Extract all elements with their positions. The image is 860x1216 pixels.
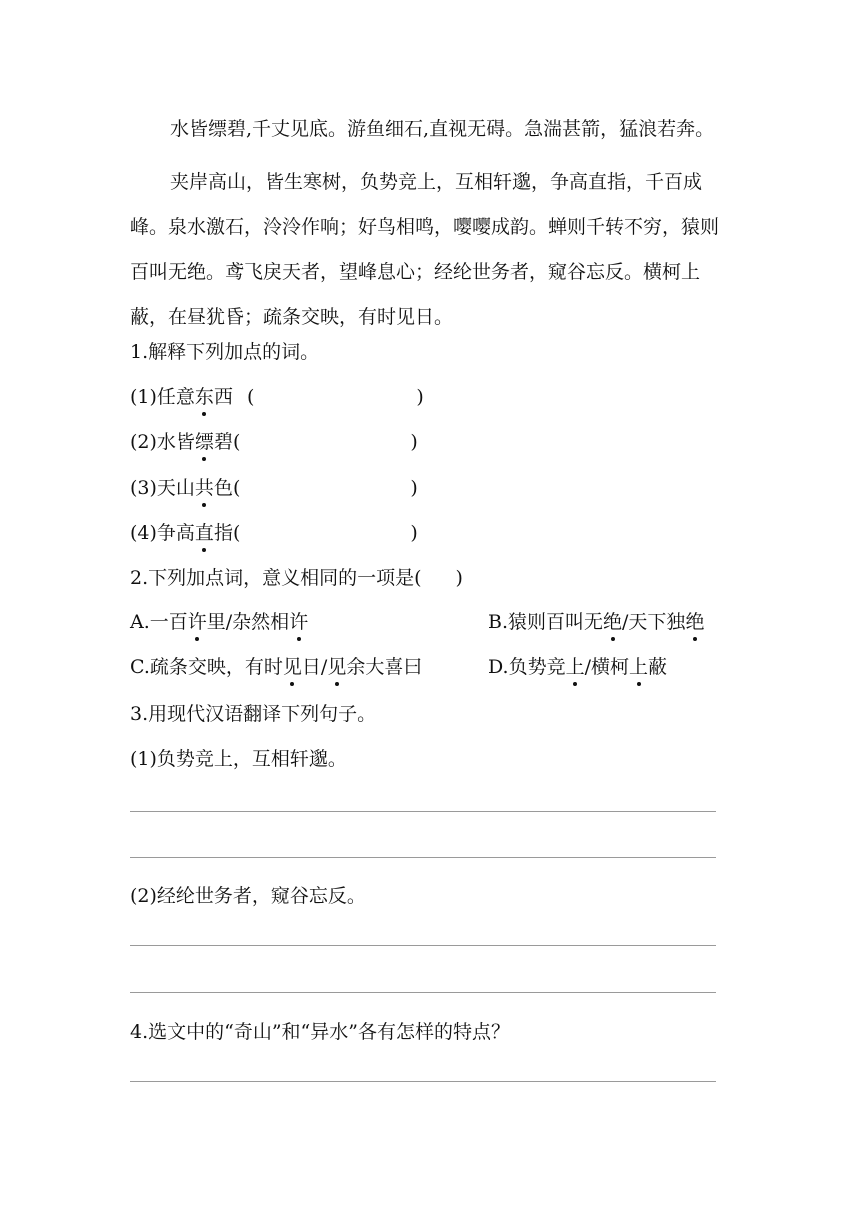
q1-item-4-open-paren: ( bbox=[232, 522, 241, 544]
q2-option-d-dotted-2: 上 bbox=[629, 656, 649, 678]
q2-option-d[interactable] bbox=[488, 655, 667, 679]
q2-option-d-text-2: /横柯 bbox=[584, 656, 630, 678]
q1-item-3-dotted-char: 共 bbox=[194, 477, 214, 499]
passage-paragraph-2-text: 夹岸高山，皆生寒树，负势竞上，互相轩邈，争高直指，千百成峰。泉水激石，泠泠作响；好鸟相鸣，嘤嘤成韵。蝉则千转不穷，猿则百叫无绝。鸢飞戾天者，望峰息心；经纶世务者，窥谷忘反。横柯上蔽，在昼犹昏；疏条交映，有时见日。 bbox=[130, 171, 720, 328]
q1-item-4-pre: (4)争高 bbox=[130, 522, 195, 544]
q1-item-2-close-paren: ) bbox=[410, 431, 418, 453]
q2-option-d-text-3: 蔽 bbox=[648, 656, 668, 678]
question-2-stem-text: 2.下列加点词，意义相同的一项是( bbox=[130, 567, 422, 589]
q1-item-1-post: 西 bbox=[213, 386, 233, 408]
q4-answer-line-1[interactable] bbox=[130, 1081, 716, 1082]
q1-item-4-close-paren: ) bbox=[410, 522, 418, 544]
q2-option-b-dotted-2: 绝 bbox=[685, 611, 705, 633]
q2-option-b-dotted-1: 绝 bbox=[603, 611, 623, 633]
q1-item-2-open-paren: ( bbox=[232, 431, 241, 453]
q1-item-2 bbox=[130, 430, 418, 454]
q2-option-c-text-3: 余大喜曰 bbox=[346, 656, 423, 678]
q1-item-2-pre: (2)水皆 bbox=[130, 431, 195, 453]
q1-item-4 bbox=[130, 521, 418, 545]
q2-option-c[interactable] bbox=[130, 655, 422, 679]
q1-item-1-open-paren: ( bbox=[246, 386, 255, 408]
q1-item-3 bbox=[130, 476, 418, 500]
passage-line-1: 水皆缥碧,千丈见底。游鱼细石,直视无碍。急湍甚箭，猛浪若奔。 bbox=[170, 118, 715, 140]
q1-item-3-open-paren: ( bbox=[232, 477, 241, 499]
q2-option-a-text-2: 里/杂然相 bbox=[206, 611, 290, 633]
q2-option-b[interactable] bbox=[488, 610, 704, 634]
q2-option-c-text-2: 日/ bbox=[301, 656, 328, 678]
q2-option-c-text-1: C.疏条交映，有时 bbox=[130, 656, 283, 678]
question-2-stem bbox=[130, 566, 463, 590]
q1-item-1-pre: (1)任意 bbox=[130, 386, 195, 408]
q1-item-4-dotted-char: 直 bbox=[194, 522, 214, 544]
q2-option-c-dotted-2: 见 bbox=[327, 656, 347, 678]
q1-item-3-close-paren: ) bbox=[410, 477, 418, 499]
q2-option-b-text-2: /天下独 bbox=[622, 611, 686, 633]
q3-s2-answer-line-2[interactable] bbox=[130, 992, 716, 993]
q3-s1-answer-line-2[interactable] bbox=[130, 857, 716, 858]
q1-item-1 bbox=[130, 385, 424, 409]
q2-option-c-dotted-1: 见 bbox=[282, 656, 302, 678]
q1-item-1-close-paren: ) bbox=[416, 386, 424, 408]
q1-item-3-pre: (3)天山 bbox=[130, 477, 195, 499]
question-2-close-paren: ) bbox=[455, 567, 463, 589]
q2-option-a-text-1: A.一百 bbox=[130, 611, 188, 633]
question-3-stem: 3.用现代汉语翻译下列句子。 bbox=[130, 703, 377, 725]
q1-item-2-dotted-char: 缥 bbox=[194, 431, 214, 453]
q2-option-d-dotted-1: 上 bbox=[565, 656, 585, 678]
question-4-stem: 4.选文中的“奇山”和“异水”各有怎样的特点？ bbox=[130, 1021, 510, 1043]
q1-item-4-post: 指 bbox=[213, 522, 233, 544]
q2-option-a-dotted-1: 许 bbox=[187, 611, 207, 633]
q1-item-2-post: 碧 bbox=[213, 431, 233, 453]
q3-s2-answer-line-1[interactable] bbox=[130, 945, 716, 946]
q3-s1-answer-line-1[interactable] bbox=[130, 811, 716, 812]
q2-option-a[interactable] bbox=[130, 610, 308, 634]
q3-sentence-2: (2)经纶世务者，窥谷忘反。 bbox=[130, 885, 366, 907]
q2-option-b-text-1: B.猿则百叫无 bbox=[488, 611, 604, 633]
q1-item-3-post: 色 bbox=[213, 477, 233, 499]
q2-option-d-text-1: D.负势竞 bbox=[488, 656, 566, 678]
q1-item-1-dotted-char: 东 bbox=[194, 386, 214, 408]
q2-option-a-dotted-2: 许 bbox=[289, 611, 309, 633]
question-1-stem: 1.解释下列加点的词。 bbox=[130, 341, 320, 363]
q3-sentence-1: (1)负势竞上，互相轩邈。 bbox=[130, 748, 347, 770]
passage-paragraph-2 bbox=[130, 160, 732, 340]
